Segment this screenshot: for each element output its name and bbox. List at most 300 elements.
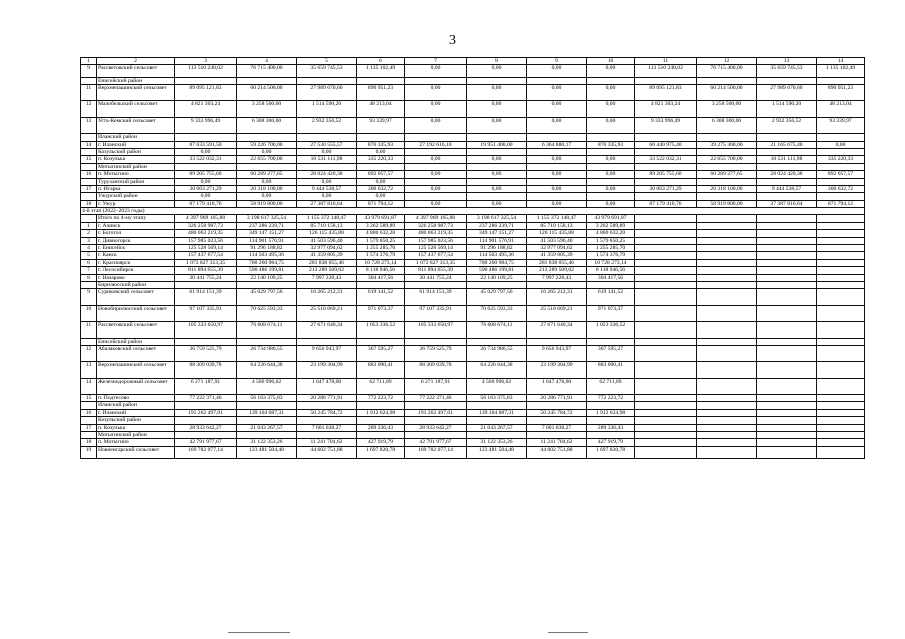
value-cell: 1 072 827 313,35	[175, 259, 237, 266]
name-cell: Новоенгарский сельсовет	[97, 446, 175, 459]
value-cell	[757, 305, 817, 321]
value-cell: 35 659 745,53	[757, 65, 817, 78]
value-cell	[817, 409, 865, 416]
value-cell: 114 901 576,91	[467, 237, 527, 244]
value-cell	[587, 432, 635, 439]
value-cell: 1 255 285,70	[357, 245, 405, 252]
value-cell: 4 821 303,24	[635, 101, 697, 117]
value-cell: 0,00	[467, 84, 527, 100]
row-number-cell: 10	[81, 305, 97, 321]
value-cell	[757, 230, 817, 237]
row-number-cell	[81, 193, 97, 200]
value-cell: 427 919,79	[357, 439, 405, 446]
section-row	[81, 178, 865, 185]
value-cell: 2 932 356,52	[757, 117, 817, 133]
value-cell: 20 286 771,91	[297, 395, 357, 402]
value-cell: 772 223,72	[587, 395, 635, 402]
value-cell: 27 530 555,57	[297, 141, 357, 148]
value-cell	[697, 446, 757, 459]
row-number-cell	[81, 178, 97, 185]
value-cell	[175, 402, 237, 409]
value-cell: 871 794,12	[817, 200, 865, 207]
value-cell	[697, 215, 757, 222]
value-cell	[817, 322, 865, 338]
row-number-cell: 14	[81, 378, 97, 394]
table-row	[81, 345, 865, 361]
value-cell	[635, 245, 697, 252]
value-cell: 85 710 158,13	[527, 222, 587, 229]
value-cell	[405, 163, 467, 170]
value-cell	[697, 267, 757, 274]
value-cell	[357, 163, 405, 170]
name-cell: п. Мотыгино	[97, 439, 175, 446]
value-cell: 1 514 590,20	[297, 101, 357, 117]
value-cell: 114 901 576,91	[237, 237, 297, 244]
row-number-cell	[81, 215, 97, 222]
value-cell	[817, 432, 865, 439]
value-cell	[817, 222, 865, 229]
value-cell: 590 486 199,81	[237, 267, 297, 274]
value-cell: 76 715 400,00	[697, 65, 757, 78]
value-cell	[357, 402, 405, 409]
value-cell: 0,00	[297, 193, 357, 200]
value-cell: 157 985 023,56	[405, 237, 467, 244]
table-row	[81, 409, 865, 416]
value-cell	[587, 338, 635, 345]
row-number-cell: 12	[81, 101, 97, 117]
row-number-cell: 13	[81, 117, 97, 133]
row-number-cell: 7	[81, 267, 97, 274]
row-number-cell: 11	[81, 322, 97, 338]
value-cell: 0,00	[405, 117, 467, 133]
value-cell: 56 163 375,83	[467, 395, 527, 402]
value-cell: 780 260 984,75	[467, 259, 527, 266]
table-row	[81, 156, 865, 163]
value-cell	[697, 193, 757, 200]
value-cell: 41 359 805,39	[297, 252, 357, 259]
value-cell: 64 226 644,38	[237, 362, 297, 378]
value-cell: 61 914 151,39	[175, 289, 237, 305]
value-cell: 1 255 285,70	[587, 245, 635, 252]
value-cell	[757, 77, 817, 84]
value-cell: 62 711,89	[357, 378, 405, 394]
header-cell: 4	[237, 58, 297, 65]
table-row	[81, 395, 865, 402]
value-cell: 0,00	[405, 65, 467, 78]
value-cell: 3 258 500,00	[697, 101, 757, 117]
value-cell	[527, 193, 587, 200]
value-cell	[757, 322, 817, 338]
value-cell	[757, 289, 817, 305]
value-cell: 9 333 996,49	[635, 117, 697, 133]
value-cell	[467, 193, 527, 200]
value-cell: 0,00	[817, 141, 865, 148]
value-cell	[697, 417, 757, 424]
value-cell	[817, 237, 865, 244]
value-cell: 22 140 109,25	[467, 274, 527, 281]
header-cell: 10	[587, 58, 635, 65]
value-cell: 16 265 212,31	[297, 289, 357, 305]
name-cell: г. Енисейск	[97, 245, 175, 252]
section-label: Мотыгинский район	[97, 163, 175, 170]
name-cell: г. Красноярск	[97, 259, 175, 266]
value-cell	[635, 230, 697, 237]
value-cell	[297, 77, 357, 84]
value-cell: 64 226 644,38	[467, 362, 527, 378]
value-cell: 139 104 087,31	[237, 409, 297, 416]
value-cell: 191 262 497,01	[405, 409, 467, 416]
value-cell: 26 734 986,55	[467, 345, 527, 361]
value-cell: 0,00	[467, 65, 527, 78]
value-cell: 31 122 353,26	[237, 439, 297, 446]
value-cell	[527, 134, 587, 141]
value-cell: 281 838 055,46	[297, 259, 357, 266]
value-cell: 0,00	[527, 156, 587, 163]
table-row	[81, 141, 865, 148]
row-number-cell	[81, 163, 97, 170]
value-cell: 1 647 478,00	[297, 378, 357, 394]
table-row	[81, 252, 865, 259]
value-cell: 3 262 589,89	[357, 222, 405, 229]
value-cell: 0,00	[237, 178, 297, 185]
value-cell: 41 503 596,40	[297, 237, 357, 244]
value-cell	[697, 322, 757, 338]
value-cell: 6 271 187,91	[405, 378, 467, 394]
value-cell	[817, 395, 865, 402]
value-cell: 892 057,57	[357, 171, 405, 178]
value-cell	[405, 178, 467, 185]
value-cell: 25 510 669,21	[527, 305, 587, 321]
value-cell	[697, 281, 757, 288]
value-cell	[237, 134, 297, 141]
value-cell: 890 951,23	[357, 84, 405, 100]
value-cell	[357, 417, 405, 424]
value-cell: 0,00	[297, 148, 357, 155]
value-cell	[757, 362, 817, 378]
value-cell: 0,00	[357, 178, 405, 185]
value-cell: 0,00	[527, 84, 587, 100]
value-cell	[635, 362, 697, 378]
value-cell: 4 560 996,02	[237, 378, 297, 394]
value-cell: 971 073,37	[357, 305, 405, 321]
value-cell	[817, 417, 865, 424]
value-cell: 811 894 655,39	[405, 267, 467, 274]
value-cell: 0,00	[527, 101, 587, 117]
value-cell: 0,00	[405, 200, 467, 207]
table-row	[81, 267, 865, 274]
value-cell: 367 595,27	[357, 345, 405, 361]
value-cell: 7 601 038,27	[527, 424, 587, 431]
value-cell: 32 977 094,62	[527, 245, 587, 252]
value-cell	[175, 163, 237, 170]
value-cell: 35 659 745,53	[297, 65, 357, 78]
value-cell: 1 155 372 148,47	[527, 215, 587, 222]
value-cell: 105 333 650,97	[175, 322, 237, 338]
value-cell	[817, 281, 865, 288]
value-cell: 89 095 121,83	[175, 84, 237, 100]
value-cell	[587, 163, 635, 170]
value-cell	[237, 417, 297, 424]
section-row	[81, 338, 865, 345]
value-cell: 27 671 640,34	[527, 322, 587, 338]
value-cell: 93 339,97	[357, 117, 405, 133]
value-cell: 27 671 640,34	[297, 322, 357, 338]
section-row	[81, 432, 865, 439]
value-cell: 70 625 593,33	[237, 305, 297, 321]
value-cell: 10 531 111,98	[757, 156, 817, 163]
section-label: Бирилюсский район	[97, 281, 175, 288]
name-cell: г. Лесосибирск	[97, 267, 175, 274]
value-cell: 16 265 212,31	[527, 289, 587, 305]
value-cell: 7 997 228,43	[527, 274, 587, 281]
value-cell	[757, 345, 817, 361]
value-cell: 0,00	[587, 84, 635, 100]
value-cell: 0,00	[527, 117, 587, 133]
value-cell	[237, 281, 297, 288]
value-cell: 3 262 589,89	[587, 222, 635, 229]
value-cell: 91 296 188,82	[237, 245, 297, 252]
value-cell	[405, 193, 467, 200]
value-cell: 971 073,37	[587, 305, 635, 321]
value-cell: 60 440 975,40	[635, 141, 697, 148]
value-cell	[635, 274, 697, 281]
section-label: Козульский район	[97, 417, 175, 424]
value-cell: 4 800 632,20	[357, 230, 405, 237]
value-cell: 93 339,97	[817, 117, 865, 133]
value-cell	[757, 274, 817, 281]
row-number-cell: 15	[81, 156, 97, 163]
page-number: 3	[449, 33, 456, 48]
value-cell: 8 118 946,56	[587, 267, 635, 274]
table-row	[81, 362, 865, 378]
value-cell	[587, 178, 635, 185]
value-cell	[175, 281, 237, 288]
value-cell: 304 417,56	[587, 274, 635, 281]
value-cell: 28 024 420,38	[297, 171, 357, 178]
value-cell	[697, 362, 757, 378]
value-cell	[635, 424, 697, 431]
row-number-cell: 2	[81, 230, 97, 237]
value-cell: 11 241 704,62	[527, 439, 587, 446]
value-cell	[697, 245, 757, 252]
value-cell	[817, 362, 865, 378]
header-cell: 2	[97, 58, 175, 65]
value-cell	[757, 281, 817, 288]
value-cell: 480 063 219,35	[175, 230, 237, 237]
name-cell: Рассветовский сельсовет	[97, 65, 175, 78]
table-row	[81, 245, 865, 252]
value-cell: 326 258 987,73	[405, 222, 467, 229]
value-cell	[697, 178, 757, 185]
value-cell	[757, 193, 817, 200]
value-cell: 89 205 755,60	[635, 171, 697, 178]
value-cell	[817, 77, 865, 84]
table-row	[81, 237, 865, 244]
value-cell: 97 107 335,91	[405, 305, 467, 321]
value-cell: 30 441 755,24	[405, 274, 467, 281]
stage-row	[81, 208, 865, 215]
table-row	[81, 84, 865, 100]
value-cell: 1 697 820,78	[587, 446, 635, 459]
section-label: Иланский район	[97, 402, 175, 409]
table-row	[81, 222, 865, 229]
value-cell: 326 258 987,73	[175, 222, 237, 229]
value-cell: 281 838 055,46	[527, 259, 587, 266]
value-cell	[635, 395, 697, 402]
value-cell	[527, 178, 587, 185]
value-cell: 26 734 986,55	[237, 345, 297, 361]
value-cell	[757, 237, 817, 244]
name-cell: г. Ачинск	[97, 222, 175, 229]
value-cell	[697, 134, 757, 141]
value-cell: 349 147 151,27	[467, 230, 527, 237]
value-cell: 892 057,57	[817, 171, 865, 178]
name-cell: Абалаковский сельсовет	[97, 345, 175, 361]
row-number-cell: 17	[81, 424, 97, 431]
table-row	[81, 215, 865, 222]
value-cell: 59 226 700,00	[237, 141, 297, 148]
row-number-cell: 14	[81, 141, 97, 148]
table-row	[81, 117, 865, 133]
value-cell: 126 115 435,88	[527, 230, 587, 237]
value-cell	[697, 230, 757, 237]
value-cell: 0,00	[527, 171, 587, 178]
value-cell: 811 894 655,39	[175, 267, 237, 274]
value-cell	[405, 77, 467, 84]
value-cell: 10 728 273,14	[587, 259, 635, 266]
table-row	[81, 378, 865, 394]
section-row	[81, 148, 865, 155]
value-cell	[405, 281, 467, 288]
section-label: Туруханский район	[97, 178, 175, 185]
value-cell: 58 919 800,00	[237, 200, 297, 207]
row-number-cell: 4	[81, 245, 97, 252]
value-cell: 6 364 880,17	[527, 141, 587, 148]
value-cell: 19 951 400,00	[467, 141, 527, 148]
value-cell	[697, 439, 757, 446]
value-cell: 2 932 356,52	[297, 117, 357, 133]
row-number-cell: 1	[81, 222, 97, 229]
value-cell	[635, 345, 697, 361]
value-cell	[757, 222, 817, 229]
value-cell	[587, 148, 635, 155]
value-cell: 7 997 228,43	[297, 274, 357, 281]
value-cell: 0,00	[587, 200, 635, 207]
value-cell: 33 522 032,31	[635, 156, 697, 163]
value-cell: 39 275 300,00	[697, 141, 757, 148]
value-cell	[635, 215, 697, 222]
section-row	[81, 77, 865, 84]
value-cell: 44 602 751,88	[527, 446, 587, 459]
value-cell	[697, 274, 757, 281]
table-row	[81, 101, 865, 117]
value-cell	[467, 338, 527, 345]
value-cell: 157 437 677,54	[175, 252, 237, 259]
value-cell	[757, 378, 817, 394]
value-cell	[817, 245, 865, 252]
value-cell: 4 397 969 165,88	[175, 215, 237, 222]
value-cell	[635, 289, 697, 305]
table-row	[81, 305, 865, 321]
value-cell: 876 335,93	[587, 141, 635, 148]
value-cell: 41 359 805,39	[527, 252, 587, 259]
row-number-cell: 16	[81, 409, 97, 416]
name-cell: п. Козулька	[97, 424, 175, 431]
name-cell: г. Ужур	[97, 200, 175, 207]
name-cell: г. Канск	[97, 252, 175, 259]
value-cell	[635, 432, 697, 439]
value-cell	[635, 417, 697, 424]
header-cell: 11	[635, 58, 697, 65]
header-cell: 14	[817, 58, 865, 65]
value-cell: 6 308 300,00	[237, 117, 297, 133]
value-cell: 27 989 670,60	[297, 84, 357, 100]
value-cell: 62 711,89	[587, 378, 635, 394]
value-cell	[635, 237, 697, 244]
value-cell	[697, 222, 757, 229]
value-cell: 1 579 850,25	[357, 237, 405, 244]
header-row	[81, 58, 865, 65]
value-cell	[757, 215, 817, 222]
value-cell: 139 104 087,31	[467, 409, 527, 416]
section-label: Мотыгинский район	[97, 432, 175, 439]
value-cell	[817, 402, 865, 409]
table-row	[81, 289, 865, 305]
value-cell: 125 528 569,14	[175, 245, 237, 252]
row-number-cell: 6	[81, 259, 97, 266]
value-cell	[697, 395, 757, 402]
header-cell: 9	[527, 58, 587, 65]
value-cell	[697, 409, 757, 416]
value-cell	[635, 77, 697, 84]
row-number-cell: 13	[81, 362, 97, 378]
value-cell	[757, 338, 817, 345]
value-cell	[635, 193, 697, 200]
table-row	[81, 439, 865, 446]
value-cell	[697, 163, 757, 170]
value-cell	[697, 252, 757, 259]
value-cell: 0,00	[405, 84, 467, 100]
value-cell: 126 115 435,88	[297, 230, 357, 237]
value-cell	[757, 252, 817, 259]
value-cell	[817, 193, 865, 200]
table-row	[81, 65, 865, 78]
row-number-cell: 16	[81, 171, 97, 178]
name-cell: Рассветовский сельсовет	[97, 322, 175, 338]
section-row	[81, 163, 865, 170]
value-cell: 8 118 946,56	[357, 267, 405, 274]
name-cell: Верхнепашинский сельсовет	[97, 84, 175, 100]
value-cell	[467, 163, 527, 170]
value-cell: 76 715 400,00	[237, 65, 297, 78]
value-cell	[757, 148, 817, 155]
table-row	[81, 446, 865, 459]
value-cell	[297, 432, 357, 439]
table-row	[81, 230, 865, 237]
value-cell	[817, 424, 865, 431]
row-number-cell: 12	[81, 345, 97, 361]
value-cell: 0,00	[357, 148, 405, 155]
value-cell: 6 271 187,91	[175, 378, 237, 394]
value-cell: 58 919 800,00	[697, 200, 757, 207]
value-cell: 4 800 632,20	[587, 230, 635, 237]
value-cell	[757, 432, 817, 439]
value-cell: 876 335,93	[357, 141, 405, 148]
value-cell: 157 985 023,56	[175, 237, 237, 244]
value-cell: 0,00	[297, 178, 357, 185]
value-cell	[635, 446, 697, 459]
value-cell: 0,00	[587, 156, 635, 163]
